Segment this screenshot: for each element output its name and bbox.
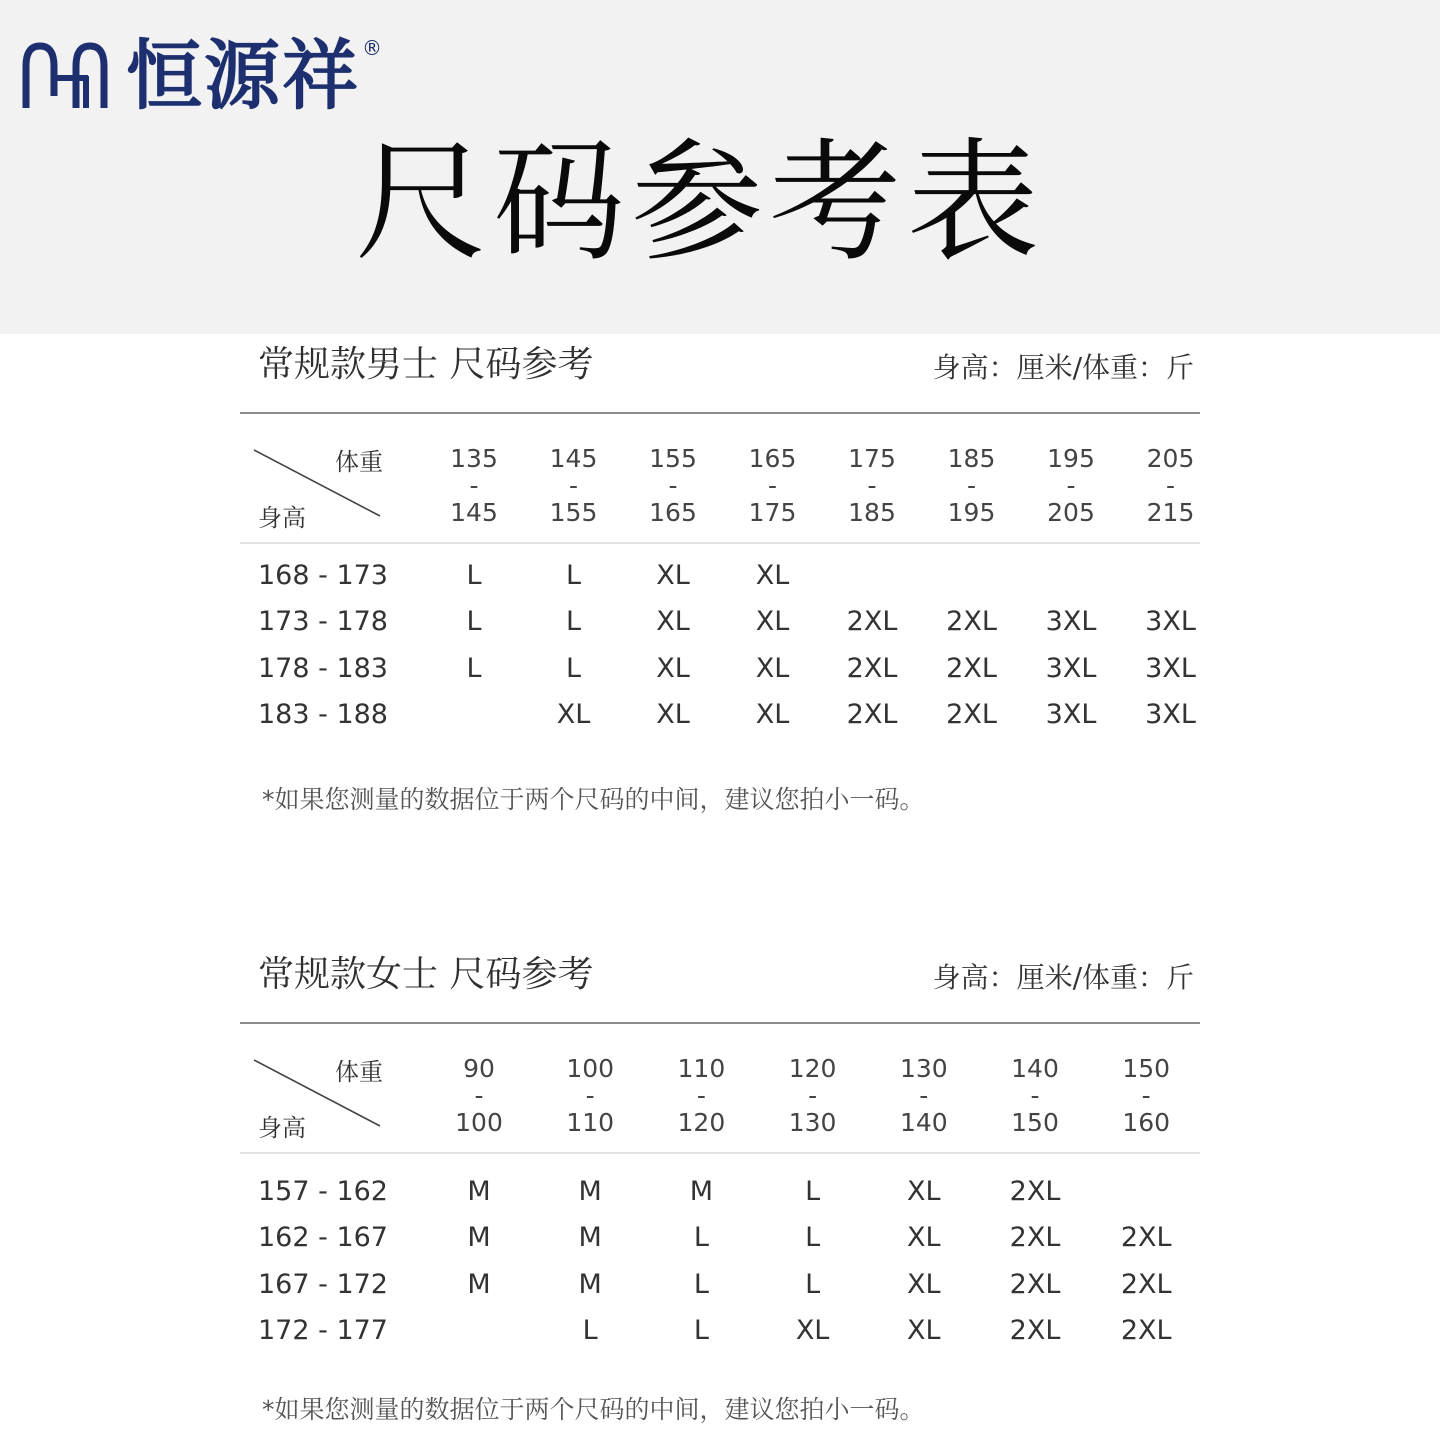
size-cell: M: [578, 1176, 602, 1207]
weight-to: 195: [947, 498, 996, 527]
size-cell: L: [565, 560, 582, 591]
size-cell: XL: [907, 1314, 941, 1346]
weight-dash: -: [1165, 471, 1176, 500]
size-cell: XL: [907, 1268, 941, 1300]
weight-column-header: [628, 445, 718, 526]
size-cell: XL: [656, 560, 690, 591]
size-cell: XL: [907, 1176, 941, 1207]
page-header: [0, 0, 1440, 334]
weight-dash: -: [919, 1081, 929, 1110]
fit-note: *如果您测量的数据位于两个尺码的中间，建议您拍小一码。: [262, 785, 925, 814]
size-cell: XL: [755, 698, 790, 730]
women-size-section: [240, 948, 1200, 1440]
weight-column-header: [768, 1055, 858, 1136]
height-axis-label: 身高: [258, 1114, 306, 1142]
registered-mark: ®: [362, 36, 382, 60]
size-cell: L: [565, 606, 582, 638]
height-row-label: 157 - 162: [258, 1176, 388, 1207]
height-row-label: 172 - 177: [258, 1314, 388, 1346]
weight-from: 205: [1146, 444, 1195, 473]
weight-axis-label: 体重: [335, 1058, 383, 1086]
weight-dash: -: [1141, 1081, 1151, 1110]
size-cell: L: [466, 606, 482, 638]
weight-from: 100: [566, 1054, 615, 1083]
weight-to: 150: [1011, 1108, 1059, 1137]
size-cell: 2XL: [946, 698, 997, 730]
size-cell: M: [467, 1268, 491, 1300]
weight-column-header: [927, 445, 1017, 526]
size-cell: 3XL: [1145, 652, 1196, 684]
weight-dash: -: [568, 471, 579, 500]
size-cell: XL: [656, 606, 690, 638]
size-cell: L: [693, 1314, 709, 1346]
weight-dash: -: [474, 1081, 484, 1110]
size-cell: 3XL: [1045, 606, 1097, 638]
weight-to: 175: [748, 498, 797, 527]
header-rule: [240, 1152, 1200, 1154]
size-cell: XL: [556, 698, 591, 730]
brand-name: 恒源祥: [126, 31, 360, 120]
weight-to: 145: [450, 498, 498, 527]
size-cell: XL: [656, 698, 690, 730]
top-rule: [240, 1022, 1200, 1024]
weight-to: 140: [899, 1108, 948, 1137]
size-cell: XL: [755, 606, 790, 638]
weight-dash: -: [808, 1081, 818, 1110]
size-cell: L: [565, 652, 582, 684]
height-axis-label: 身高: [258, 504, 306, 532]
size-cell: 2XL: [1009, 1176, 1061, 1207]
weight-to: 185: [848, 498, 896, 527]
weight-from: 150: [1122, 1054, 1171, 1083]
weight-column-header: [529, 445, 619, 526]
weight-column-header: [434, 1055, 524, 1136]
weight-column-header: [1026, 445, 1116, 526]
weight-dash: -: [1030, 1081, 1040, 1110]
size-cell: 2XL: [1009, 1222, 1061, 1254]
size-cell: 3XL: [1145, 698, 1196, 730]
weight-to: 205: [1047, 498, 1095, 527]
weight-from: 135: [450, 444, 498, 473]
weight-from: 175: [848, 444, 896, 473]
weight-to: 100: [455, 1108, 503, 1137]
weight-dash: -: [696, 1081, 706, 1110]
brand-logo: [20, 30, 382, 122]
weight-from: 110: [677, 1054, 726, 1083]
weight-from: 140: [1011, 1054, 1059, 1083]
size-cell: 2XL: [1120, 1268, 1172, 1300]
weight-to: 120: [677, 1108, 726, 1137]
weight-dash: -: [767, 471, 778, 500]
weight-from: 130: [899, 1054, 948, 1083]
size-cell: M: [578, 1268, 602, 1300]
size-cell: XL: [907, 1222, 941, 1254]
height-row-label: 178 - 183: [258, 652, 388, 684]
weight-dash: -: [668, 471, 678, 500]
weight-to: 215: [1146, 498, 1195, 527]
section-title: 常规款女士 尺码参考: [258, 954, 594, 995]
size-cell: 2XL: [1120, 1314, 1172, 1346]
fit-note: *如果您测量的数据位于两个尺码的中间，建议您拍小一码。: [262, 1395, 925, 1424]
size-cell: 2XL: [1120, 1222, 1172, 1254]
weight-column-header: [990, 1055, 1080, 1136]
weight-dash: -: [469, 471, 479, 500]
size-cell: L: [805, 1268, 821, 1300]
size-cell: M: [578, 1222, 602, 1254]
weight-from: 165: [748, 444, 797, 473]
weight-from: 155: [649, 444, 697, 473]
weight-from: 145: [549, 444, 598, 473]
weight-dash: -: [966, 471, 977, 500]
header-rule: [240, 542, 1200, 544]
weight-from: 120: [788, 1054, 837, 1083]
size-cell: 2XL: [946, 606, 997, 638]
weight-from: 195: [1047, 444, 1095, 473]
weight-dash: -: [1066, 471, 1076, 500]
unit-note: 身高：厘米/体重：斤: [932, 961, 1194, 994]
size-cell: 2XL: [846, 606, 898, 638]
size-cell: XL: [795, 1314, 830, 1346]
size-cell: 2XL: [1009, 1314, 1061, 1346]
men-size-section: [240, 338, 1200, 838]
weight-to: 160: [1122, 1108, 1171, 1137]
size-cell: L: [693, 1268, 709, 1300]
weight-to: 165: [649, 498, 697, 527]
page-title: 尺码参考表: [355, 126, 1045, 280]
size-cell: L: [466, 560, 482, 591]
size-cell: 3XL: [1045, 652, 1097, 684]
weight-dash: -: [867, 471, 877, 500]
weight-to: 155: [549, 498, 598, 527]
size-cell: M: [467, 1222, 491, 1254]
weight-column-header: [1126, 445, 1216, 526]
size-cell: M: [689, 1176, 714, 1207]
height-row-label: 167 - 172: [258, 1268, 388, 1300]
size-cell: L: [805, 1176, 821, 1207]
weight-column-header: [827, 445, 917, 526]
weight-column-header: [545, 1055, 635, 1136]
weight-from: 90: [463, 1054, 495, 1083]
weight-dash: -: [585, 1081, 595, 1110]
weight-column-header: [429, 445, 519, 526]
top-rule: [240, 412, 1200, 414]
weight-column-header: [1101, 1055, 1191, 1136]
size-cell: L: [693, 1222, 709, 1254]
size-cell: M: [467, 1176, 491, 1207]
height-row-label: 162 - 167: [258, 1222, 388, 1254]
size-cell: L: [805, 1222, 821, 1254]
size-cell: XL: [656, 652, 690, 684]
weight-column-header: [879, 1055, 969, 1136]
height-row-label: 173 - 178: [258, 606, 388, 638]
size-cell: 2XL: [846, 652, 898, 684]
size-cell: 2XL: [1009, 1268, 1061, 1300]
section-title: 常规款男士 尺码参考: [258, 344, 594, 385]
weight-axis-label: 体重: [335, 448, 383, 476]
height-row-label: 168 - 173: [258, 560, 388, 591]
size-cell: 3XL: [1045, 698, 1097, 730]
weight-column-header: [656, 1055, 746, 1136]
size-cell: 2XL: [946, 652, 997, 684]
weight-from: 185: [947, 444, 996, 473]
size-cell: L: [582, 1314, 598, 1346]
unit-note: 身高：厘米/体重：斤: [932, 351, 1194, 384]
size-cell: 2XL: [846, 698, 898, 730]
size-cell: L: [466, 652, 482, 684]
size-cell: 3XL: [1145, 606, 1196, 638]
weight-to: 110: [566, 1108, 615, 1137]
brand-emblem-icon: [20, 36, 120, 116]
weight-to: 130: [788, 1108, 837, 1137]
size-cell: XL: [755, 652, 790, 684]
weight-column-header: [728, 445, 818, 526]
height-row-label: 183 - 188: [258, 698, 388, 730]
size-cell: XL: [755, 560, 790, 591]
